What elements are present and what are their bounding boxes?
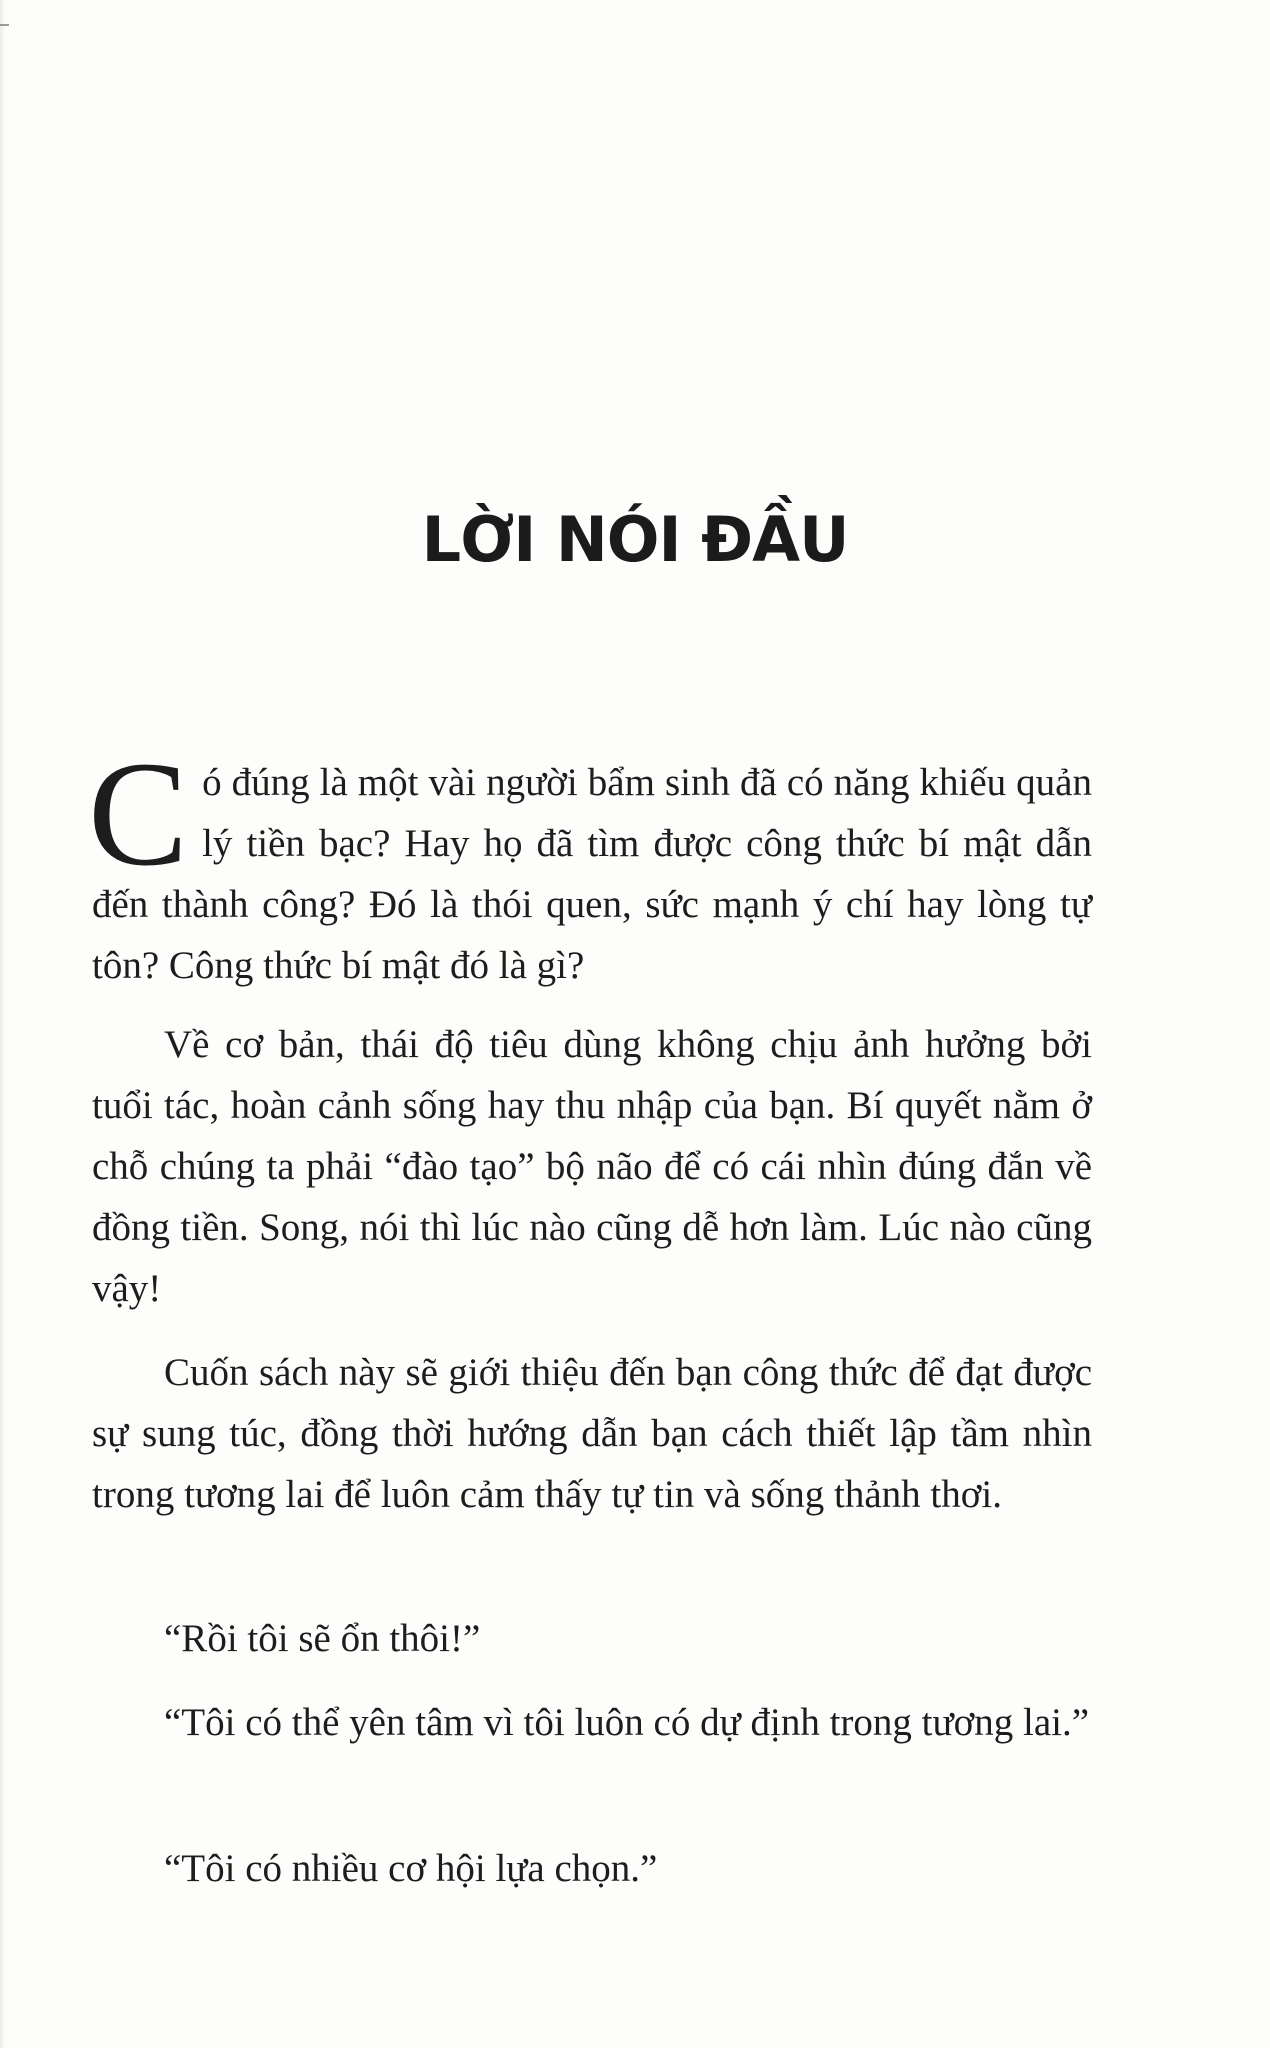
quote-1: “Rồi tôi sẽ ổn thôi!”	[164, 1617, 481, 1660]
quote-3: “Tôi có nhiều cơ hội lựa chọn.”	[164, 1847, 658, 1890]
chapter-heading: LỜI NÓI ĐẦU	[421, 503, 849, 576]
page-edge-shadow	[0, 0, 5, 2048]
quote-2: “Tôi có thể yên tâm vì tôi luôn có dự định trong tương lai.”	[164, 1701, 1090, 1744]
drop-cap-letter: C	[88, 731, 189, 897]
paragraph-1	[88, 731, 1092, 996]
crop-mark	[0, 24, 9, 26]
paragraph-2: Về cơ bản, thái độ tiêu dùng không chịu ảnh hưởng bởi tuổi tác, hoàn cảnh sống hay thu nhập của bạn. Bí quyết nằm ở chỗ chúng ta phải “đào tạo” bộ não để có cái nhìn đúng đắn về đồng tiền. Song, nói thì lúc nào cũng dễ hơn làm. Lúc nào cũng vậy!	[92, 1023, 1092, 1310]
paragraph-1-text: ó đúng là một vài người bẩm sinh đã có năng khiếu quản lý tiền bạc? Hay họ đã tìm được công thức bí mật dẫn đến thành công? Đó là thói quen, sức mạnh ý chí hay lòng tự tôn? Công thức bí mật đó là gì?	[92, 761, 1092, 987]
paragraph-3: Cuốn sách này sẽ giới thiệu đến bạn công thức để đạt được sự sung túc, đồng thời hướng dẫn bạn cách thiết lập tầm nhìn trong tương lai để luôn cảm thấy tự tin và sống thảnh thơi.	[92, 1351, 1092, 1516]
